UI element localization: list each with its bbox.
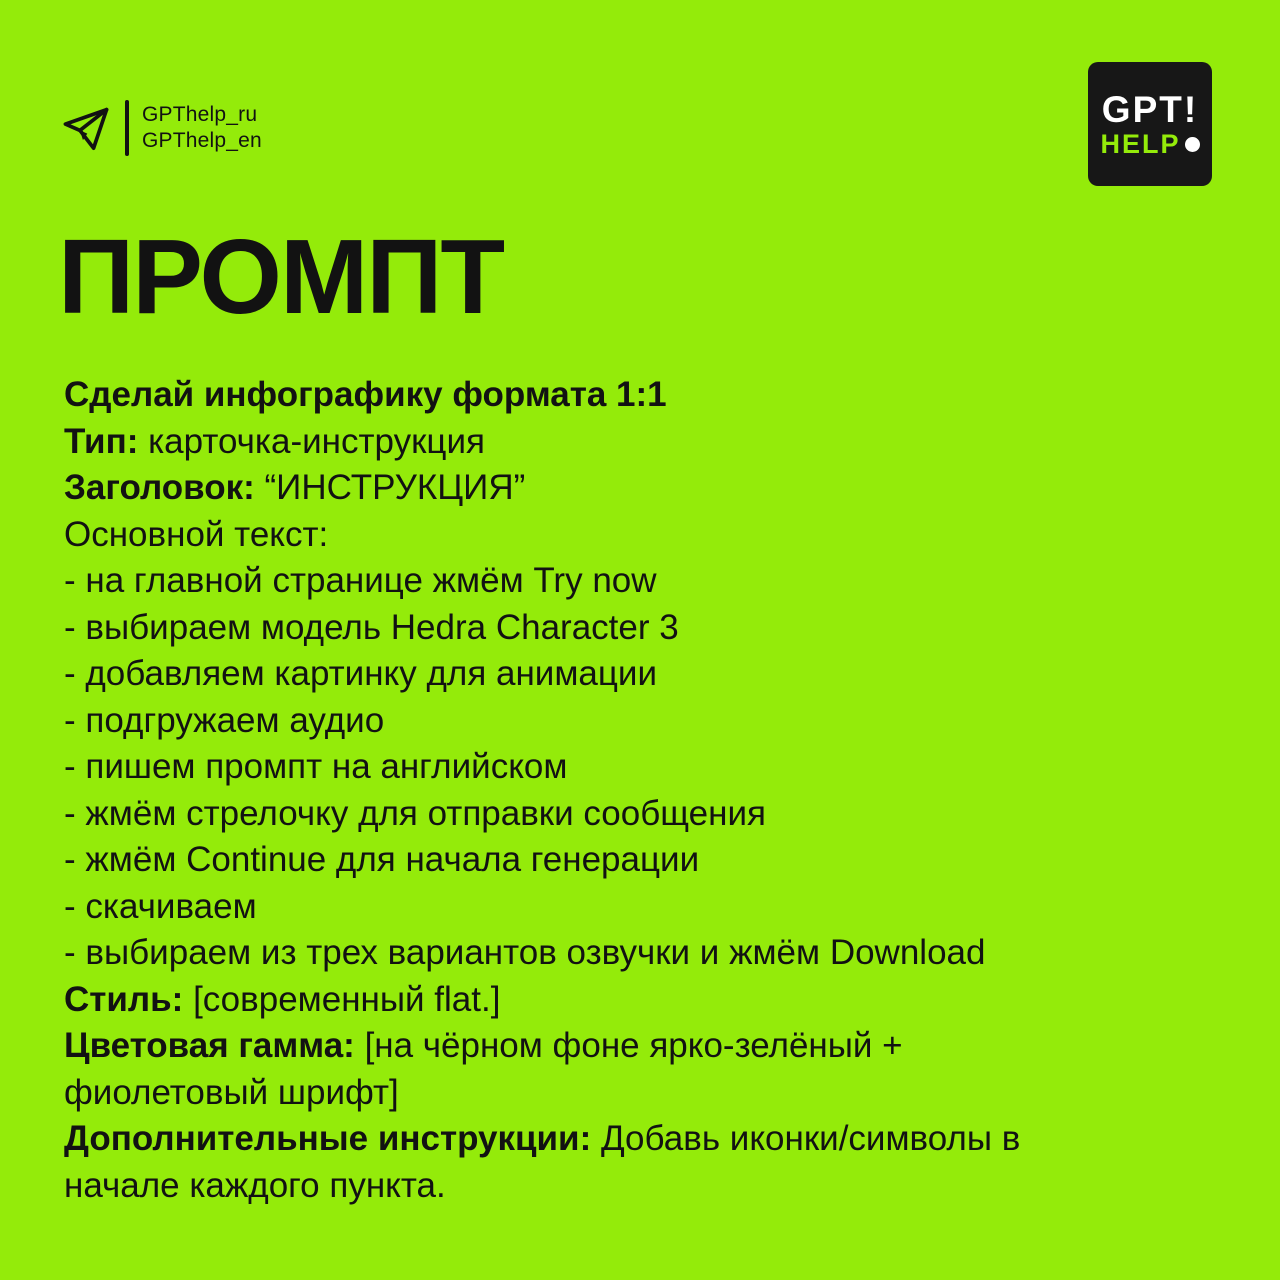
prompt-line xyxy=(64,698,1234,745)
prompt-line xyxy=(64,1070,1234,1117)
logo-dot-icon xyxy=(1185,137,1200,152)
prompt-line xyxy=(64,558,1234,605)
prompt-line-text: - добавляем картинку для анимации xyxy=(64,654,658,693)
prompt-line-text: - жмём стрелочку для отправки сообщения xyxy=(64,793,766,833)
prompt-line-text: - жмём Continue для начала генерации xyxy=(64,840,700,879)
prompt-line xyxy=(64,651,1234,698)
prompt-line xyxy=(64,605,1234,652)
prompt-line-text: [современный flat.] xyxy=(183,979,501,1019)
gpthelp-logo xyxy=(1088,62,1212,186)
prompt-line xyxy=(64,884,1234,931)
prompt-line-text: Основной текст: xyxy=(64,514,329,554)
telegram-paper-plane-icon xyxy=(60,102,112,154)
prompt-line-bold: Тип: xyxy=(64,421,139,461)
prompt-line xyxy=(64,930,1234,977)
logo-text-gpt: GPT! xyxy=(1101,88,1199,130)
prompt-line xyxy=(64,1163,1234,1210)
divider xyxy=(125,100,129,156)
prompt-line-text: фиолетовый шрифт] xyxy=(64,1072,399,1112)
prompt-line-bold: Дополнительные инструкции: xyxy=(64,1119,592,1158)
prompt-line-bold: Стиль: xyxy=(64,979,184,1019)
prompt-line-text: - выбираем модель Hedra Character 3 xyxy=(64,607,679,647)
prompt-line xyxy=(64,977,1234,1024)
prompt-line xyxy=(64,837,1234,884)
page-title: ПРОМПТ xyxy=(58,218,504,336)
prompt-line-bold: Заголовок: xyxy=(64,468,255,507)
prompt-line-text: “ИНСТРУКЦИЯ” xyxy=(254,468,526,507)
prompt-line xyxy=(64,465,1234,512)
prompt-line-text: - на главной странице жмём Try now xyxy=(64,561,657,600)
prompt-line-text: начале каждого пункта. xyxy=(64,1165,446,1205)
prompt-line-text: Добавь иконки/символы в xyxy=(591,1119,1021,1158)
prompt-line-bold: Сделай инфографику формата 1:1 xyxy=(64,375,667,414)
prompt-line xyxy=(64,791,1234,838)
prompt-line xyxy=(64,372,1234,419)
prompt-line-text: - пишем промпт на английском xyxy=(64,747,568,786)
prompt-line-text: - подгружаем аудио xyxy=(64,700,385,740)
prompt-line xyxy=(64,1023,1234,1070)
prompt-line xyxy=(64,419,1234,466)
prompt-line-text: - скачиваем xyxy=(64,886,257,926)
telegram-channels-block xyxy=(60,100,262,156)
prompt-line-text: [на чёрном фоне ярко-зелёный + xyxy=(354,1026,903,1065)
prompt-line xyxy=(64,512,1234,559)
logo-bottom-row xyxy=(1100,128,1199,159)
prompt-line xyxy=(64,744,1234,791)
telegram-channel-ru: GPThelp_ru xyxy=(142,103,258,126)
prompt-line-text: карточка-инструкция xyxy=(138,421,485,461)
prompt-text-block xyxy=(64,372,1234,1209)
prompt-line-bold: Цветовая гамма: xyxy=(64,1026,355,1065)
prompt-line-text: - выбираем из трех вариантов озвучки и жмём Download xyxy=(64,933,986,972)
prompt-line xyxy=(64,1116,1234,1163)
logo-text-help: HELP xyxy=(1100,128,1181,159)
telegram-channel-en: GPThelp_en xyxy=(142,129,262,152)
